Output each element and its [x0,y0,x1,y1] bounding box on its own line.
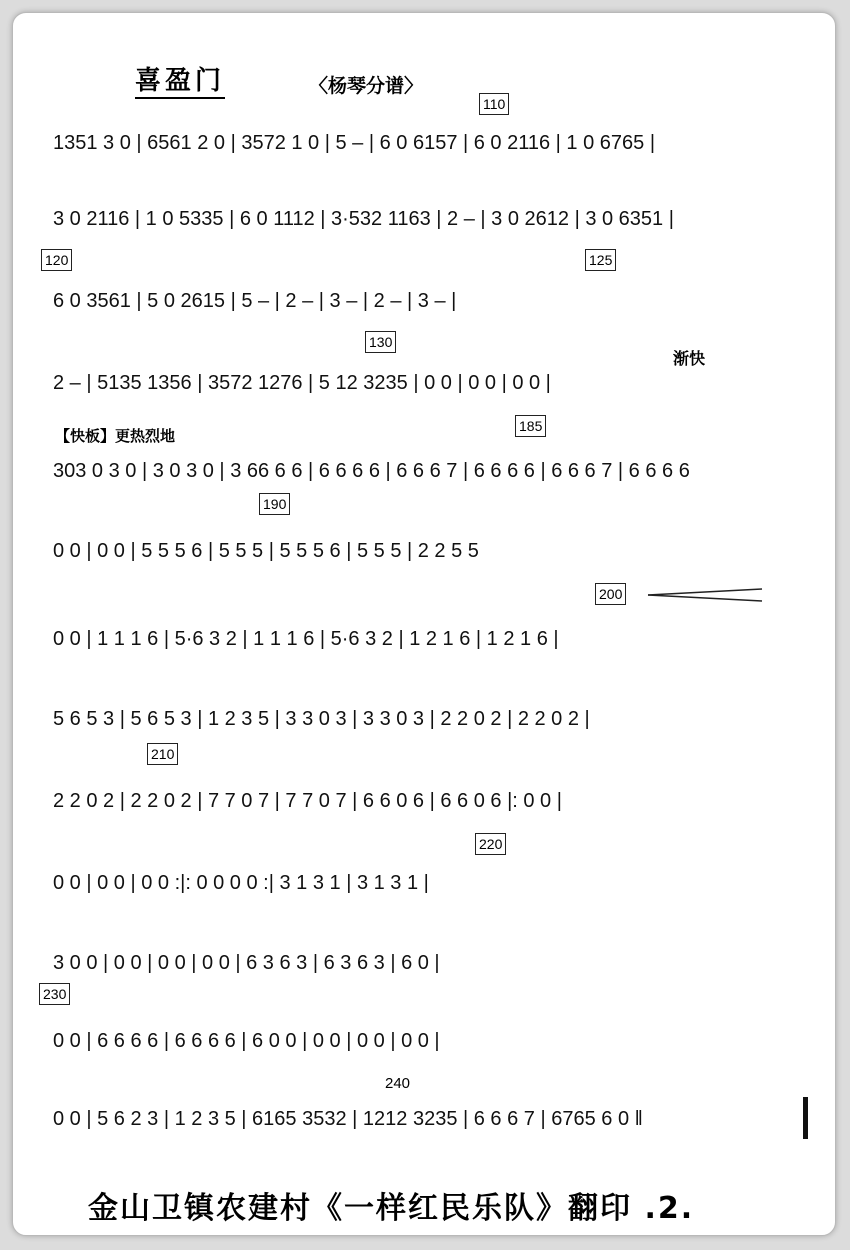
rehearsal-mark: 230 [39,983,70,1005]
music-row [53,451,823,491]
row-notation: 0 0 | 0 0 | 5 5 5 6 | 5 5 5 | 5 5 5 6 | 5 5 5 | 2 2 5 5 [53,540,479,562]
rehearsal-mark: 210 [147,743,178,765]
row-notation: 0 0 | 5 6 2 3 | 1 2 3 5 | 6165 3532 | 1212 3235 | 6 6 6 7 | 6765 6 0 ‖ [53,1108,643,1130]
music-row [53,781,823,821]
row-notation: 5 6 5 3 | 5 6 5 3 | 1 2 3 5 | 3 3 0 3 | 3 3 0 3 | 2 2 0 2 | 2 2 0 2 | [53,708,590,730]
row-notation: 3 0 0 | 0 0 | 0 0 | 0 0 | 6 3 6 3 | 6 3 6 3 | 6 0 | [53,952,440,974]
rehearsal-mark: 220 [475,833,506,855]
music-row [53,863,823,903]
footer-credit: 金山卫镇农建村《一样红民乐队》翻印 .2. [88,1191,695,1226]
row-notation: 2 2 0 2 | 2 2 0 2 | 7 7 0 7 | 7 7 0 7 | 6 6 0 6 | 6 6 0 6 |: 0 0 | [53,790,562,812]
rehearsal-mark: 240 [385,1075,411,1092]
music-row [53,699,823,739]
score-title: 喜盈门 [135,65,225,99]
row-notation: 1351 3 0 | 6561 2 0 | 3572 1 0 | 5 – | 6 0 6157 | 6 0 2116 | 1 0 6765 | [53,132,656,154]
row-notation: 3 0 2116 | 1 0 5335 | 6 0 1112 | 3·532 1163 | 2 – | 3 0 2612 | 3 0 6351 | [53,208,674,230]
music-row [53,531,823,571]
music-row [53,619,823,659]
score-subtitle: 〈杨琴分谱〉 [309,75,424,97]
tempo-marking: 渐快 [673,349,706,368]
section-label: 【快板】更热烈地 [55,427,176,445]
music-row [53,943,823,983]
rehearsal-mark: 185 [515,415,546,437]
row-notation: 0 0 | 0 0 | 0 0 :|: 0 0 0 0 :| 3 1 3 1 | 3 1 3 1 | [53,872,429,894]
music-row [53,363,823,403]
final-barline [803,1097,808,1139]
rehearsal-mark: 200 [595,583,626,605]
rehearsal-mark: 125 [585,249,616,271]
row-notation: 2 – | 5135 1356 | 3572 1276 | 5 12 3235 | 0 0 | 0 0 | 0 0 | [53,372,551,394]
music-row [53,199,823,239]
music-row [53,1099,823,1139]
score-page [12,12,836,1236]
rehearsal-mark: 190 [259,493,290,515]
row-notation: 0 0 | 1 1 1 6 | 5·6 3 2 | 1 1 1 6 | 5·6 3 2 | 1 2 1 6 | 1 2 1 6 | [53,628,559,650]
row-notation: 0 0 | 6 6 6 6 | 6 6 6 6 | 6 0 0 | 0 0 | 0 0 | 0 0 | [53,1030,440,1052]
row-notation: 303 0 3 0 | 3 0 3 0 | 3 66 6 6 | 6 6 6 6 | 6 6 6 7 | 6 6 6 6 | 6 6 6 7 | 6 6 6 6 [53,460,690,482]
rehearsal-mark: 130 [365,331,396,353]
row-notation: 6 0 3561 | 5 0 2615 | 5 – | 2 – | 3 – | 2 – | 3 – | [53,290,457,312]
music-row [53,123,823,163]
crescendo-hairpin [646,587,766,603]
music-row [53,281,823,321]
rehearsal-mark: 110 [479,93,509,115]
music-row [53,1021,823,1061]
rehearsal-mark: 120 [41,249,72,271]
